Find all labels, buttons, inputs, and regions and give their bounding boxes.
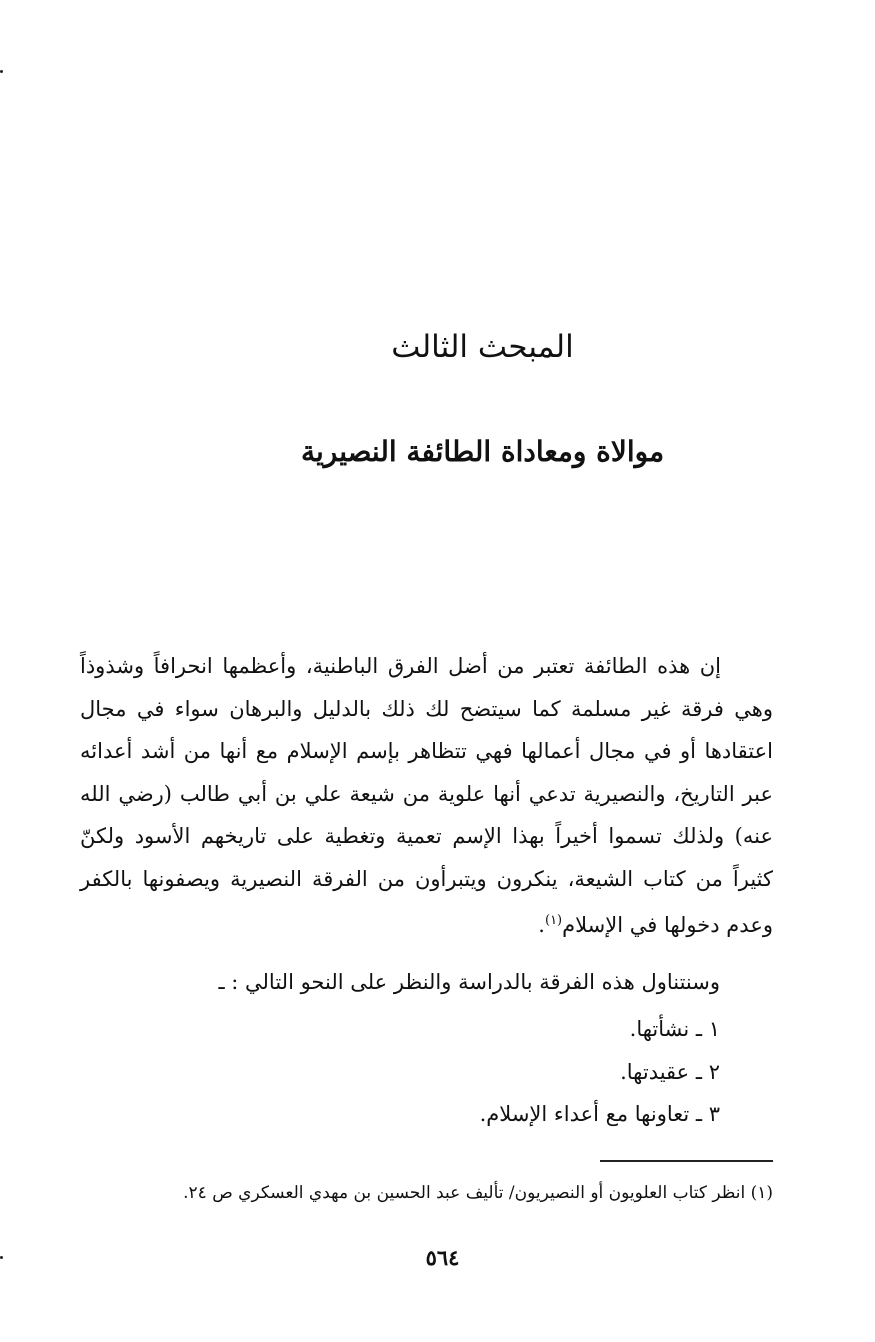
plan-list xyxy=(80,1008,720,1136)
scan-mark xyxy=(0,70,3,73)
intro-line: وسنتناول هذه الفرقة بالدراسة والنظر على النحو التالي : ـ xyxy=(218,970,720,994)
body-paragraph-text: إن هذه الطائفة تعتبر من أضل الفرق الباطنية، وأعظمها انحرافاً وشذوذاً وهي فرقة غير مسلمة كما سيتضح لك ذلك بالدليل والبرهان سواء في مجال اعتقادها أو في مجال أعمالها فهي تتظاهر بإسم الإسلام مع أنها من أشد أعدائه عبر التاريخ، والنصيرية تدعي أنها علوية من شيعة علي بن أبي طالب (رضي الله عنه) ولذلك تسموا أخيراً بهذا الإسم تعمية وتغطية على تاريخهم الأسود ولكنّ كثيراً من كتاب الشيعة، ينكرون ويتبرأون من الفرقة النصيرية ويصفونها بالكفر وعدم دخولها في الإسلام xyxy=(80,654,773,937)
footnote-divider xyxy=(600,1160,773,1162)
footnote-reference: (١) xyxy=(544,913,563,928)
list-item: ١ ـ نشأتها. xyxy=(629,1017,720,1041)
page-number: ٥٦٤ xyxy=(425,1245,460,1270)
list-item: ٢ ـ عقيدتها. xyxy=(620,1059,720,1084)
list-item: ٣ ـ تعاونها مع أعداء الإسلام. xyxy=(479,1102,720,1126)
body-paragraph-end: . xyxy=(538,913,545,937)
footnote: (١) انظر كتاب العلويون أو النصيريون/ تأليف عبد الحسين بن مهدي العسكري ص ٢٤. xyxy=(183,1183,773,1203)
body-paragraph xyxy=(80,645,773,947)
section-title: موالاة ومعاداة الطائفة النصيرية xyxy=(300,435,665,468)
section-label: المبحث الثالث xyxy=(391,329,574,365)
